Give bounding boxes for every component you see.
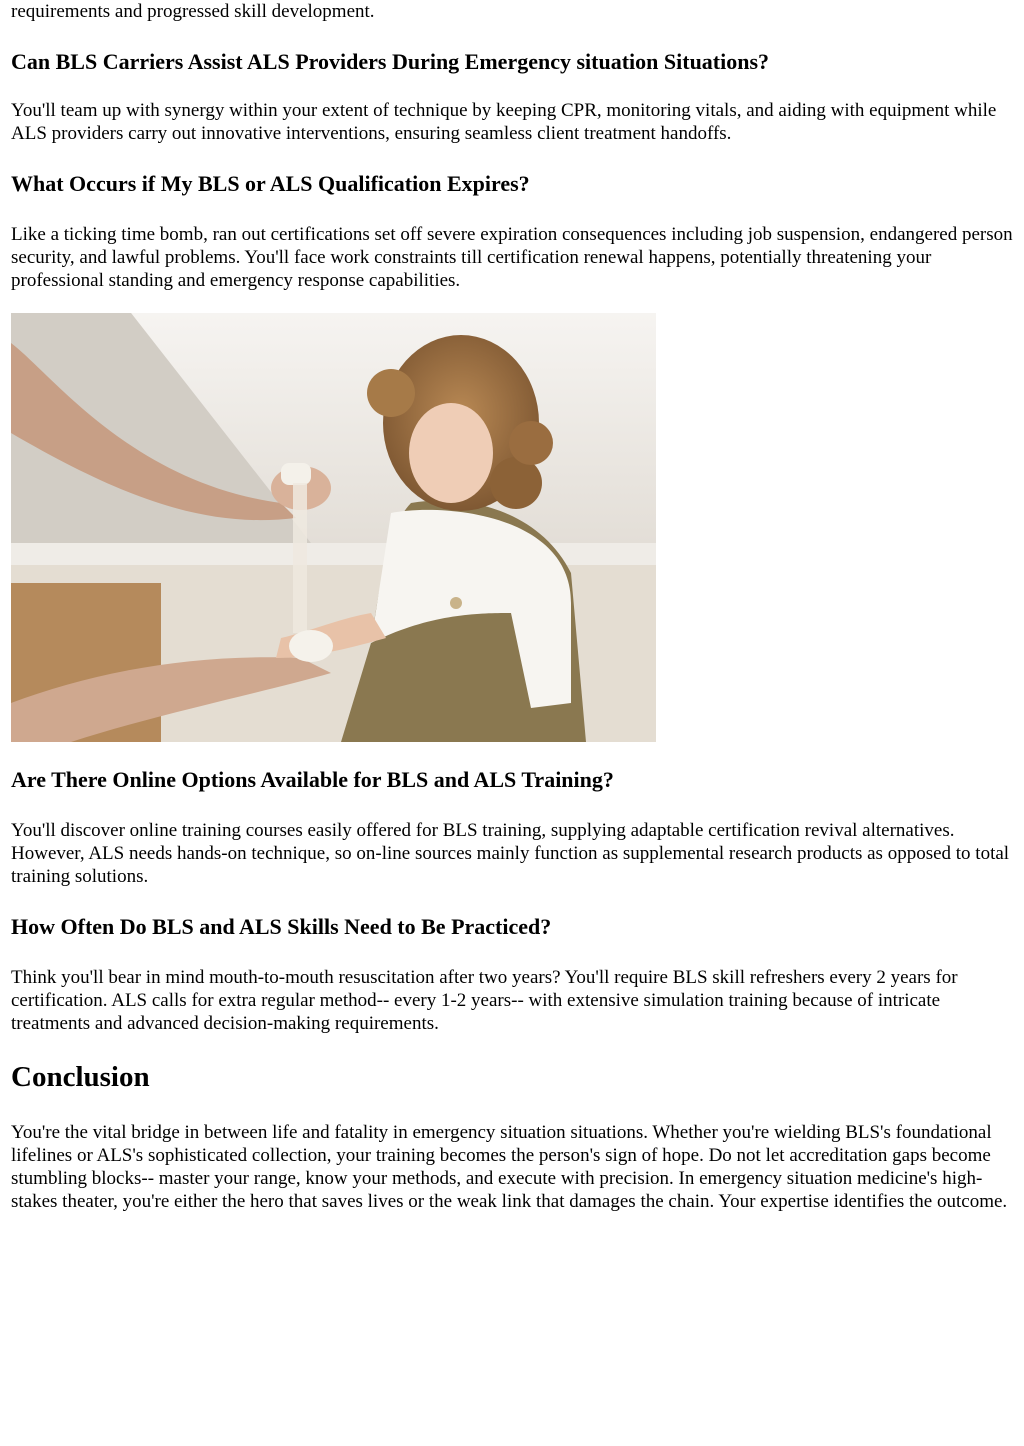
conclusion-text: You're the vital bridge in between life and fatality in emergency situation situations. Whether you're wielding BLS's foundational lifelines or ALS's sophisticated collection, your training becomes the person's sign of hope. Do not let accreditation gaps become stumbling blocks-- master your range, know your methods, and execute with precision. In emergency situation medicine's high-stakes theater, you're either the hero that saves lives or the weak link that damages the chain. Your expertise identifies the outcome. — [11, 1122, 1008, 1212]
faq-question-2: What Occurs if My BLS or ALS Qualification Expires? — [11, 171, 530, 196]
faq-question-1: Can BLS Carriers Assist ALS Providers During Emergency situation Situations? — [11, 49, 770, 74]
faq-answer-3: You'll discover online training courses easily offered for BLS training, supplying adaptable certification revival alternatives. However, ALS needs hands-on technique, so on-line sources mainly function as supplemental research products as opposed to total training solutions. — [11, 820, 1010, 887]
faq-question-4: How Often Do BLS and ALS Skills Need to Be Practiced? — [11, 914, 552, 939]
intro-fragment: requirements and progressed skill development. — [11, 1, 375, 22]
faq-answer-1: You'll team up with synergy within your extent of technique by keeping CPR, monitoring vitals, and aiding with equipment while ALS providers carry out innovative interventions, ensuring seamless client treatment handoffs. — [11, 100, 997, 144]
conclusion-heading: Conclusion — [11, 1061, 150, 1093]
article-photo — [11, 313, 656, 742]
faq-question-3: Are There Online Options Available for BLS and ALS Training? — [11, 767, 614, 792]
faq-answer-4: Think you'll bear in mind mouth-to-mouth resuscitation after two years? You'll require BLS skill refreshers every 2 years for certification. ALS calls for extra regular method-- every 1-2 years-- with extensive simulation training because of intricate treatments and advanced decision-making requirements. — [11, 967, 958, 1034]
faq-answer-2: Like a ticking time bomb, ran out certifications set off severe expiration consequences including job suspension, endangered person security, and lawful problems. You'll face work constraints till certification renewal happens, potentially threatening your professional standing and emergency response capabilities. — [11, 224, 1013, 291]
